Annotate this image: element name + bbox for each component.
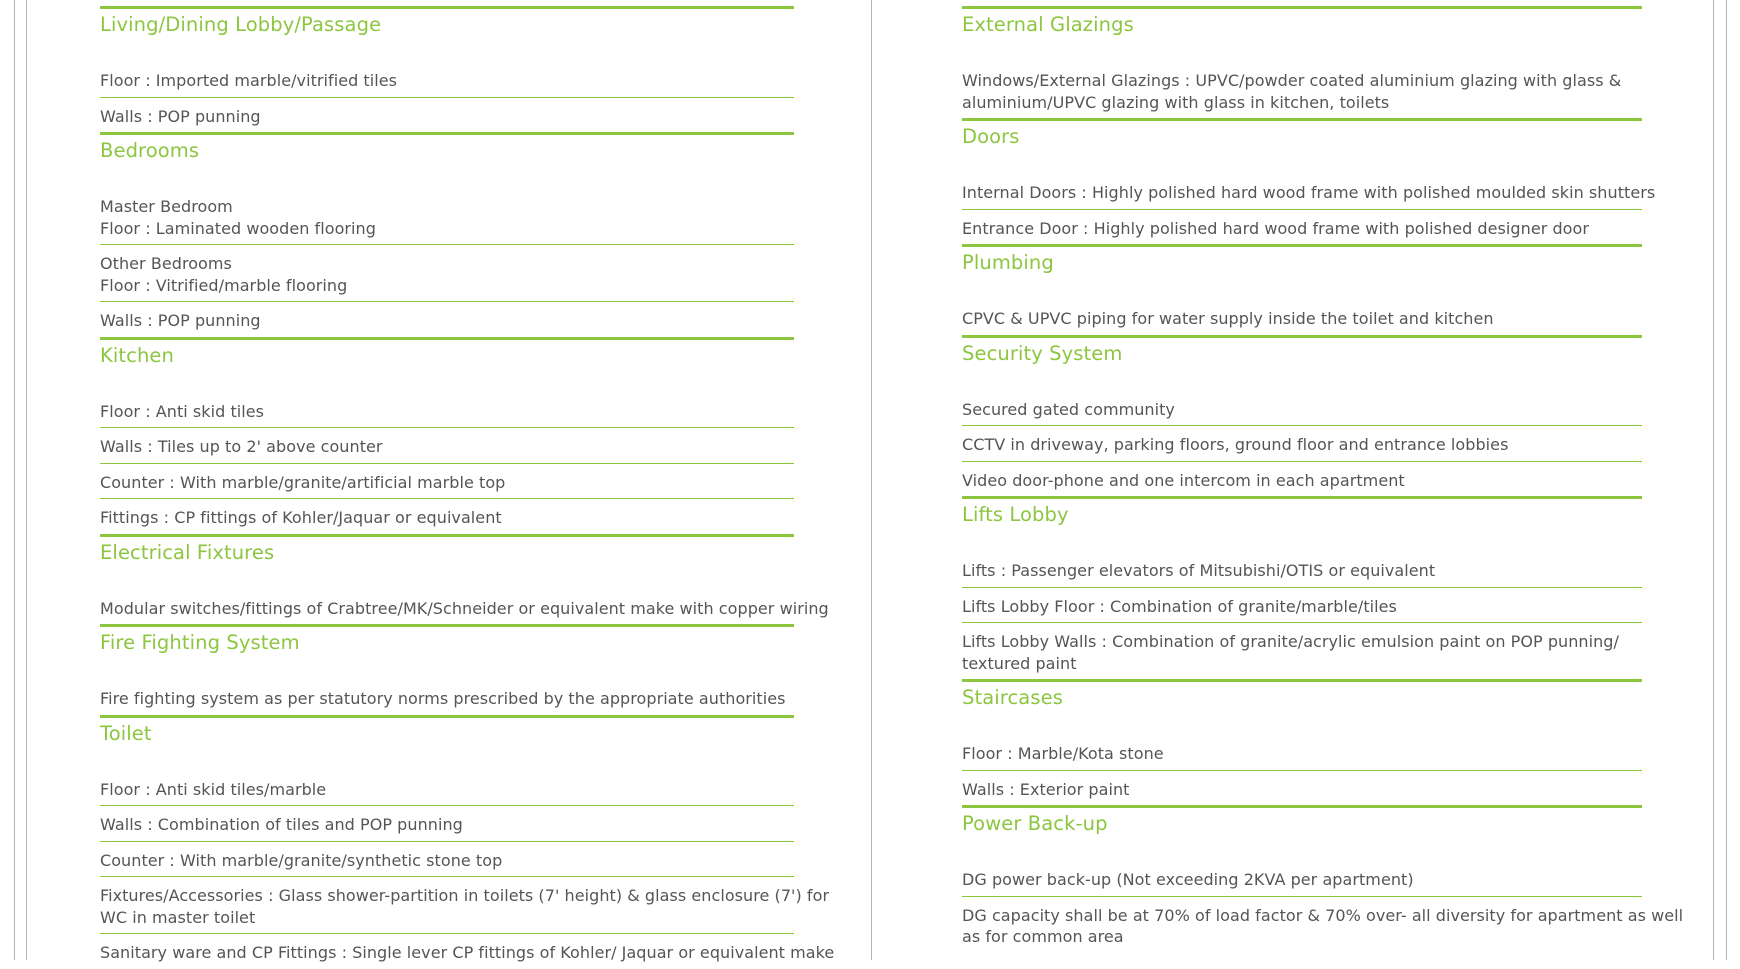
spec-text: Floor : Anti skid tiles [100,401,265,421]
spec-text: Video door-phone and one intercom in each apartment [962,470,1405,490]
section-electrical-fixtures [100,534,829,625]
spec-text: Lifts : Passenger elevators of Mitsubishi/OTIS or equivalent [962,561,1436,580]
spec-text: Floor : Laminated wooden flooring [100,218,376,238]
section-title: Fire Fighting System [100,631,300,654]
section-power-back-up [962,805,1684,953]
page-border-right [1726,0,1727,960]
spec-text: textured paint [962,653,1077,673]
spec-item [100,848,794,878]
spec-text: DG power back-up (Not exceeding 2KVA per apartment) [962,870,1414,889]
spec-item [962,777,1642,806]
spec-item [100,68,794,98]
spec-text: Walls : POP punning [100,106,261,126]
spec-item [100,686,794,715]
section-living-dining-lobby-passage [100,6,794,132]
page-border-left [14,0,15,960]
spec-item [962,397,1642,427]
spec-text: Lifts Lobby Floor : Combination of granite/marble/tiles [962,596,1397,616]
spec-text: Counter : With marble/granite/artificial marble top [100,472,506,492]
spec-item [100,777,794,807]
spec-item [100,434,794,464]
spec-item [100,505,794,534]
section-title: Bedrooms [100,139,200,162]
section-toilet [100,715,835,969]
page-border-right-inner [1713,0,1714,960]
spec-item [962,306,1642,335]
spec-item [100,308,794,337]
spec-text: Internal Doors : Highly polished hard wood frame with polished moulded skin shutters [962,183,1656,202]
spec-text: WC in master toilet [100,907,256,927]
spec-text: Sanitary ware and CP Fittings : Single lever CP fittings of Kohler/ Jaquar or equivalent make [100,943,835,962]
spec-item [962,468,1642,497]
section-staircases [962,679,1642,805]
spec-text: Master Bedroom [100,197,233,216]
section-title: Lifts Lobby [962,503,1069,526]
section-external-glazings [962,6,1642,118]
section-title: Kitchen [100,343,174,367]
section-fire-fighting-system [100,624,794,715]
spec-text: Entrance Door : Highly polished hard wood frame with polished designer door [962,218,1589,238]
spec-text: Counter : With marble/granite/synthetic stone top [100,850,503,870]
spec-text: Lifts Lobby Walls : Combination of granite/acrylic emulsion paint on POP punning/ [962,632,1619,651]
spec-text: DG capacity shall be at 70% of load factor & 70% over- all diversity for apartment as well [962,905,1684,925]
spec-item [100,596,829,625]
spec-text: CPVC & UPVC piping for water supply inside the toilet and kitchen [962,309,1494,328]
spec-text: Floor : Marble/Kota stone [962,744,1164,763]
section-title: Plumbing [962,251,1054,274]
spec-item [100,194,794,245]
right-specifications-column [962,6,1684,953]
spec-item [962,432,1642,462]
section-title: External Glazings [962,13,1134,36]
spec-item [100,470,794,500]
spec-text: as for common area [962,927,1124,946]
spec-item [100,104,794,133]
spec-text: Fixtures/Accessories : Glass shower-partition in toilets (7' height) & glass enclosure (7') for [100,886,830,905]
spec-item [100,883,830,934]
spec-item [962,903,1684,953]
spec-text: Floor : Vitrified/marble flooring [100,275,348,295]
section-kitchen [100,337,794,534]
section-plumbing [962,244,1642,335]
section-title: Power Back-up [962,812,1108,835]
section-title: Electrical Fixtures [100,540,275,564]
section-title: Toilet [100,721,152,745]
section-doors [962,118,1656,244]
spec-item [100,940,835,969]
spec-item [100,399,794,429]
spec-text: Modular switches/fittings of Crabtree/MK/Schneider or equivalent make with copper wiring [100,598,829,618]
spec-text: aluminium/UPVC glazing with glass in kitchen, toilets [962,92,1390,112]
spec-text: CCTV in driveway, parking floors, ground floor and entrance lobbies [962,435,1509,454]
page-fold-line [871,0,872,960]
spec-text: Floor : Imported marble/vitrified tiles [100,71,398,90]
spec-item [962,68,1642,118]
spec-item [962,741,1642,771]
spec-item [962,216,1642,245]
spec-item [100,812,794,842]
spec-item [962,558,1642,588]
spec-item [962,629,1642,679]
spec-text: Windows/External Glazings : UPVC/powder coated aluminium glazing with glass & [962,71,1622,90]
page-border-left-inner [26,0,27,960]
spec-text: Fittings : CP fittings of Kohler/Jaquar or equivalent [100,508,502,527]
section-title: Living/Dining Lobby/Passage [100,13,382,36]
section-title: Staircases [962,686,1063,709]
spec-text: Secured gated community [962,399,1175,419]
spec-text: Fire fighting system as per statutory norms prescribed by the appropriate authorities [100,689,786,708]
spec-item [962,594,1642,624]
section-title: Doors [962,125,1020,148]
spec-text: Other Bedrooms [100,254,232,273]
section-lifts-lobby [962,496,1642,679]
spec-item [100,251,794,302]
spec-text: Walls : POP punning [100,311,261,330]
spec-text: Walls : Tiles up to 2' above counter [100,437,383,456]
left-specifications-column [100,6,835,969]
section-bedrooms [100,132,794,337]
spec-text: Walls : Exterior paint [962,779,1130,799]
section-security-system [962,335,1642,497]
section-title: Security System [962,341,1123,365]
spec-item [962,180,1656,210]
spec-text: Floor : Anti skid tiles/marble [100,779,327,799]
spec-item [962,867,1642,897]
spec-text: Walls : Combination of tiles and POP punning [100,815,463,834]
